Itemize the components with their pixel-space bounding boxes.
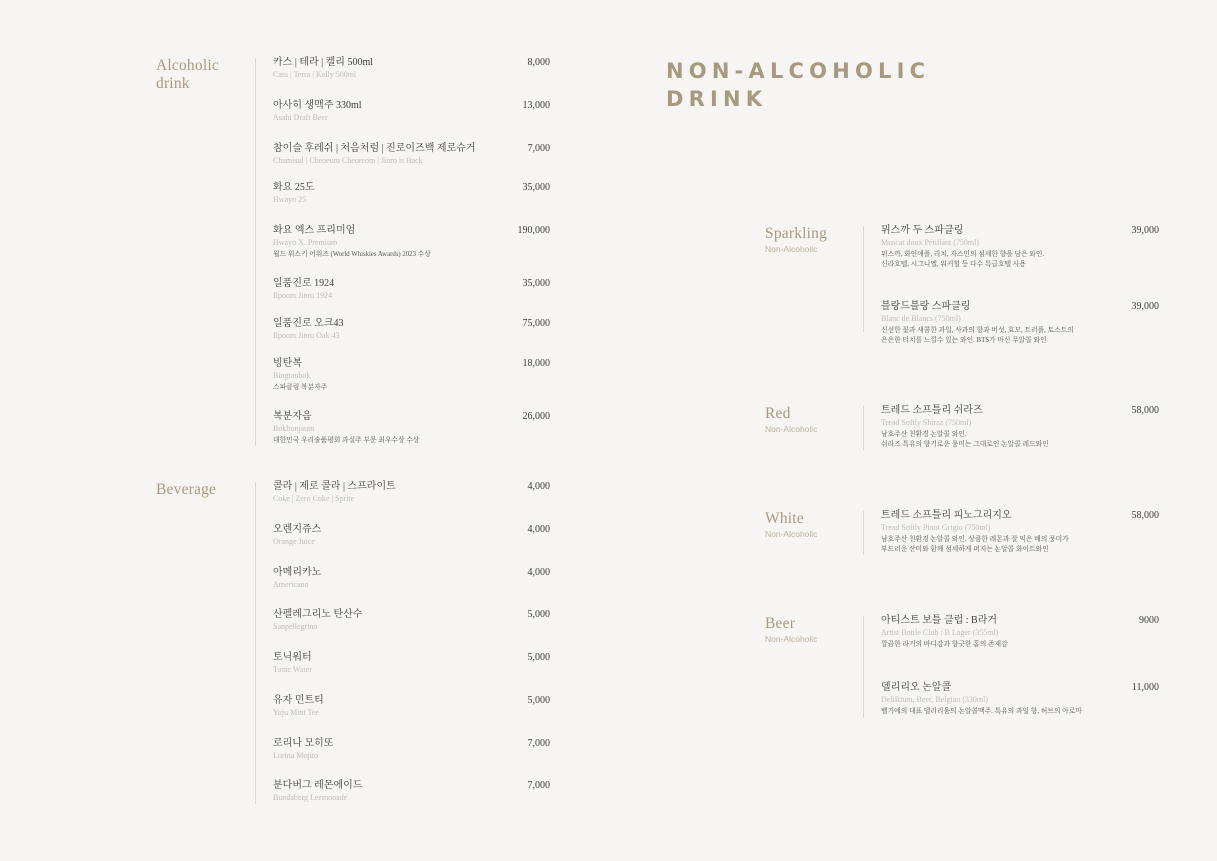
item-price: 13,000 — [522, 100, 550, 111]
divider-red — [863, 406, 864, 450]
item-english-name: Tread Softly Shiraz (750ml) — [881, 418, 972, 427]
item-description: 신선한 꽃과 새콤한 과일, 사과의 향과 버섯, 효모, 트러플, 토스트의 — [881, 327, 1074, 334]
menu-item — [273, 278, 334, 301]
item-description: 신라호텔, 시그니엘, 워커힐 등 다수 특급호텔 사용 — [881, 261, 1026, 268]
section-subtitle-red: Non-Alcoholic — [765, 424, 818, 434]
item-english-name: Hwayo X. Premium — [273, 238, 338, 247]
menu-item — [273, 143, 476, 166]
item-english-name: Muscat doux Pétillant (750ml) — [881, 238, 979, 247]
menu-item — [273, 567, 321, 590]
menu-item — [273, 358, 327, 393]
menu-item — [881, 405, 1049, 450]
item-description: 남호주산 친환경 논알콜 와인. — [881, 431, 967, 438]
item-english-name: Sanpellegrino — [273, 622, 318, 631]
item-description: 월드 위스키 어워즈 (World Whiskies Awards) 2023 수상 — [273, 251, 431, 258]
item-english-name: Coke | Zero Coke | Sprite — [273, 494, 355, 503]
item-english-name: Bokbunjaum — [273, 424, 315, 433]
item-english-name: Yuju Mint Tee — [273, 708, 319, 717]
item-name: 산펠레그리노 탄산수 — [273, 609, 363, 620]
item-english-name: Ilpoom Jinro Oak 43 — [273, 331, 340, 340]
item-english-name: Artist Bottle Club : B Lager (355ml) — [881, 628, 999, 637]
item-price: 7,000 — [527, 780, 550, 791]
item-price: 5,000 — [527, 695, 550, 706]
item-price: 11,000 — [1131, 682, 1159, 693]
item-english-name: Tread Softly Pinot Grigio (750ml) — [881, 523, 991, 532]
item-description: 대한민국 우리술품평회 과실주 부문 최우수상 수상 — [273, 437, 420, 444]
item-name: 트레드 소프틀리 쉬라즈 — [881, 405, 983, 416]
menu-item — [273, 318, 343, 341]
menu-item — [273, 57, 373, 80]
divider-beverage — [255, 482, 256, 804]
menu-item — [273, 652, 312, 675]
item-english-name: Chamisul | Cheoeum Cheoreom | Jinro is Back — [273, 156, 423, 165]
item-price: 4,000 — [527, 524, 550, 535]
page-title — [666, 57, 930, 113]
item-description: 은은한 터치를 느낄수 있는 와인. BTS가 마신 무알콜 와인 — [881, 337, 1047, 344]
section-subtitle-white: Non-Alcoholic — [765, 529, 818, 539]
item-price: 39,000 — [1131, 301, 1159, 312]
item-english-name: Orange Juice — [273, 537, 315, 546]
menu-item — [273, 182, 314, 205]
item-english-name: DeliRium, Beer, Belgian (330ml) — [881, 695, 988, 704]
item-description: 깔끔한 라거의 바디감과 향긋한 홉의 존재감 — [881, 641, 1008, 648]
item-english-name: Tonic Water — [273, 665, 312, 674]
item-price: 5,000 — [527, 652, 550, 663]
item-name: 일품진로 오크43 — [273, 318, 344, 329]
item-price: 190,000 — [517, 225, 550, 236]
menu-item — [881, 510, 1069, 555]
section-title-sparkling: Sparkling — [765, 225, 828, 242]
menu-item — [273, 411, 419, 446]
item-english-name: Americano — [273, 580, 309, 589]
item-english-name: Cass | Terra | Kelly 500ml — [273, 70, 357, 79]
item-name: 일품진로 1924 — [273, 278, 335, 289]
divider-alcoholic — [255, 58, 256, 446]
menu-item — [273, 695, 324, 718]
section-title-beverage: Beverage — [156, 481, 217, 498]
item-english-name: Bundaberg Leemonade — [273, 793, 348, 802]
menu-item — [273, 225, 431, 260]
item-name: 토닉워터 — [273, 652, 312, 663]
item-name: 아메리카노 — [273, 567, 322, 578]
item-name: 콜라 | 제로 콜라 | 스프라이트 — [273, 481, 396, 492]
item-price: 39,000 — [1131, 225, 1159, 236]
item-price: 26,000 — [522, 411, 550, 422]
section-title-beer: Beer — [765, 615, 796, 632]
item-name: 화요 엑스 프리미엄 — [273, 225, 356, 236]
menu-item — [273, 100, 362, 123]
section-title-red: Red — [765, 405, 791, 422]
section-title-line1: Alcoholic — [156, 57, 219, 74]
item-price: 8,000 — [527, 57, 550, 68]
item-description: 부드러운 산미와 함께 섬세하게 퍼지는 논알콜 화이트와인 — [881, 546, 1049, 553]
item-price: 18,000 — [522, 358, 550, 369]
item-name: 복분자음 — [273, 411, 312, 422]
item-name: 트레드 소프틀리 피노그리지오 — [881, 510, 1012, 521]
item-english-name: Lorina Mojito — [273, 751, 319, 760]
item-price: 35,000 — [522, 278, 550, 289]
item-price: 9000 — [1139, 615, 1159, 626]
menu-item — [273, 738, 333, 761]
menu-item — [881, 301, 1074, 346]
item-name: 아사히 생맥주 330ml — [273, 100, 362, 111]
item-name: 참이슬 후레쉬 | 처음처럼 | 진로이즈백 제로슈거 — [273, 143, 476, 154]
item-price: 4,000 — [527, 567, 550, 578]
item-price: 7,000 — [527, 143, 550, 154]
item-name: 카스 | 테라 | 켈리 500ml — [273, 57, 374, 68]
item-name: 아티스트 보틀 클럽 : B라거 — [881, 615, 998, 626]
item-english-name: Blanc de Blancs (750ml) — [881, 314, 961, 323]
item-name: 유자 민트티 — [273, 695, 324, 706]
section-title-alcoholic — [156, 57, 219, 93]
page-title-line2: DRINK — [666, 87, 768, 111]
menu-item — [273, 780, 362, 803]
item-english-name: Bingtanbok — [273, 371, 311, 380]
divider-white — [863, 511, 864, 555]
section-title-line2: drink — [156, 75, 190, 92]
page-title-line1: NON-ALCOHOLIC — [666, 59, 931, 83]
item-name: 델리리오 논알콜 — [881, 682, 952, 693]
item-name: 로리나 모히또 — [273, 738, 334, 749]
item-price: 35,000 — [522, 182, 550, 193]
item-price: 7,000 — [527, 738, 550, 749]
item-name: 블랑드블랑 스파클링 — [881, 301, 971, 312]
divider-beer — [863, 616, 864, 718]
item-english-name: Asahi Draft Beer — [273, 113, 328, 122]
item-name: 오렌지쥬스 — [273, 524, 322, 535]
item-english-name: Ilpoom Jinro 1924 — [273, 291, 333, 300]
menu-item — [881, 615, 1008, 650]
item-price: 58,000 — [1131, 405, 1159, 416]
menu-item — [273, 481, 396, 504]
item-price: 4,000 — [527, 481, 550, 492]
item-description: 벨기에의 대표 델리리움의 논알콜맥주. 특유의 과일 향, 허브의 아로마 — [881, 708, 1082, 715]
section-subtitle-sparkling: Non-Alcoholic — [765, 244, 818, 254]
menu-item — [273, 524, 321, 547]
item-name: 빙탄복 — [273, 358, 302, 369]
section-title-white: White — [765, 510, 804, 527]
item-description: 남호주산 친환경 논알콜 와인. 상큼한 레몬과 잘 익은 배의 풍미가 — [881, 536, 1069, 543]
item-price: 58,000 — [1131, 510, 1159, 521]
item-name: 뮈스까 두 스파클링 — [881, 225, 964, 236]
menu-item — [881, 682, 1082, 717]
menu-item — [273, 609, 362, 632]
divider-sparkling — [863, 226, 864, 332]
item-name: 분다버그 레몬에이드 — [273, 780, 363, 791]
item-name: 화요 25도 — [273, 182, 315, 193]
item-price: 5,000 — [527, 609, 550, 620]
item-price: 75,000 — [522, 318, 550, 329]
item-description: 쉬라즈 특유의 향기로운 풍미는 그대로인 논알콜 레드와인 — [881, 441, 1049, 448]
item-english-name: Hwayo 25 — [273, 195, 307, 204]
menu-item — [881, 225, 1044, 270]
item-description: 뮈스까, 화인애플, 리치, 자스민의 섬세한 향을 담은 와인. — [881, 251, 1045, 258]
item-description: 스파클링 복분자주 — [273, 384, 328, 391]
section-subtitle-beer: Non-Alcoholic — [765, 634, 818, 644]
